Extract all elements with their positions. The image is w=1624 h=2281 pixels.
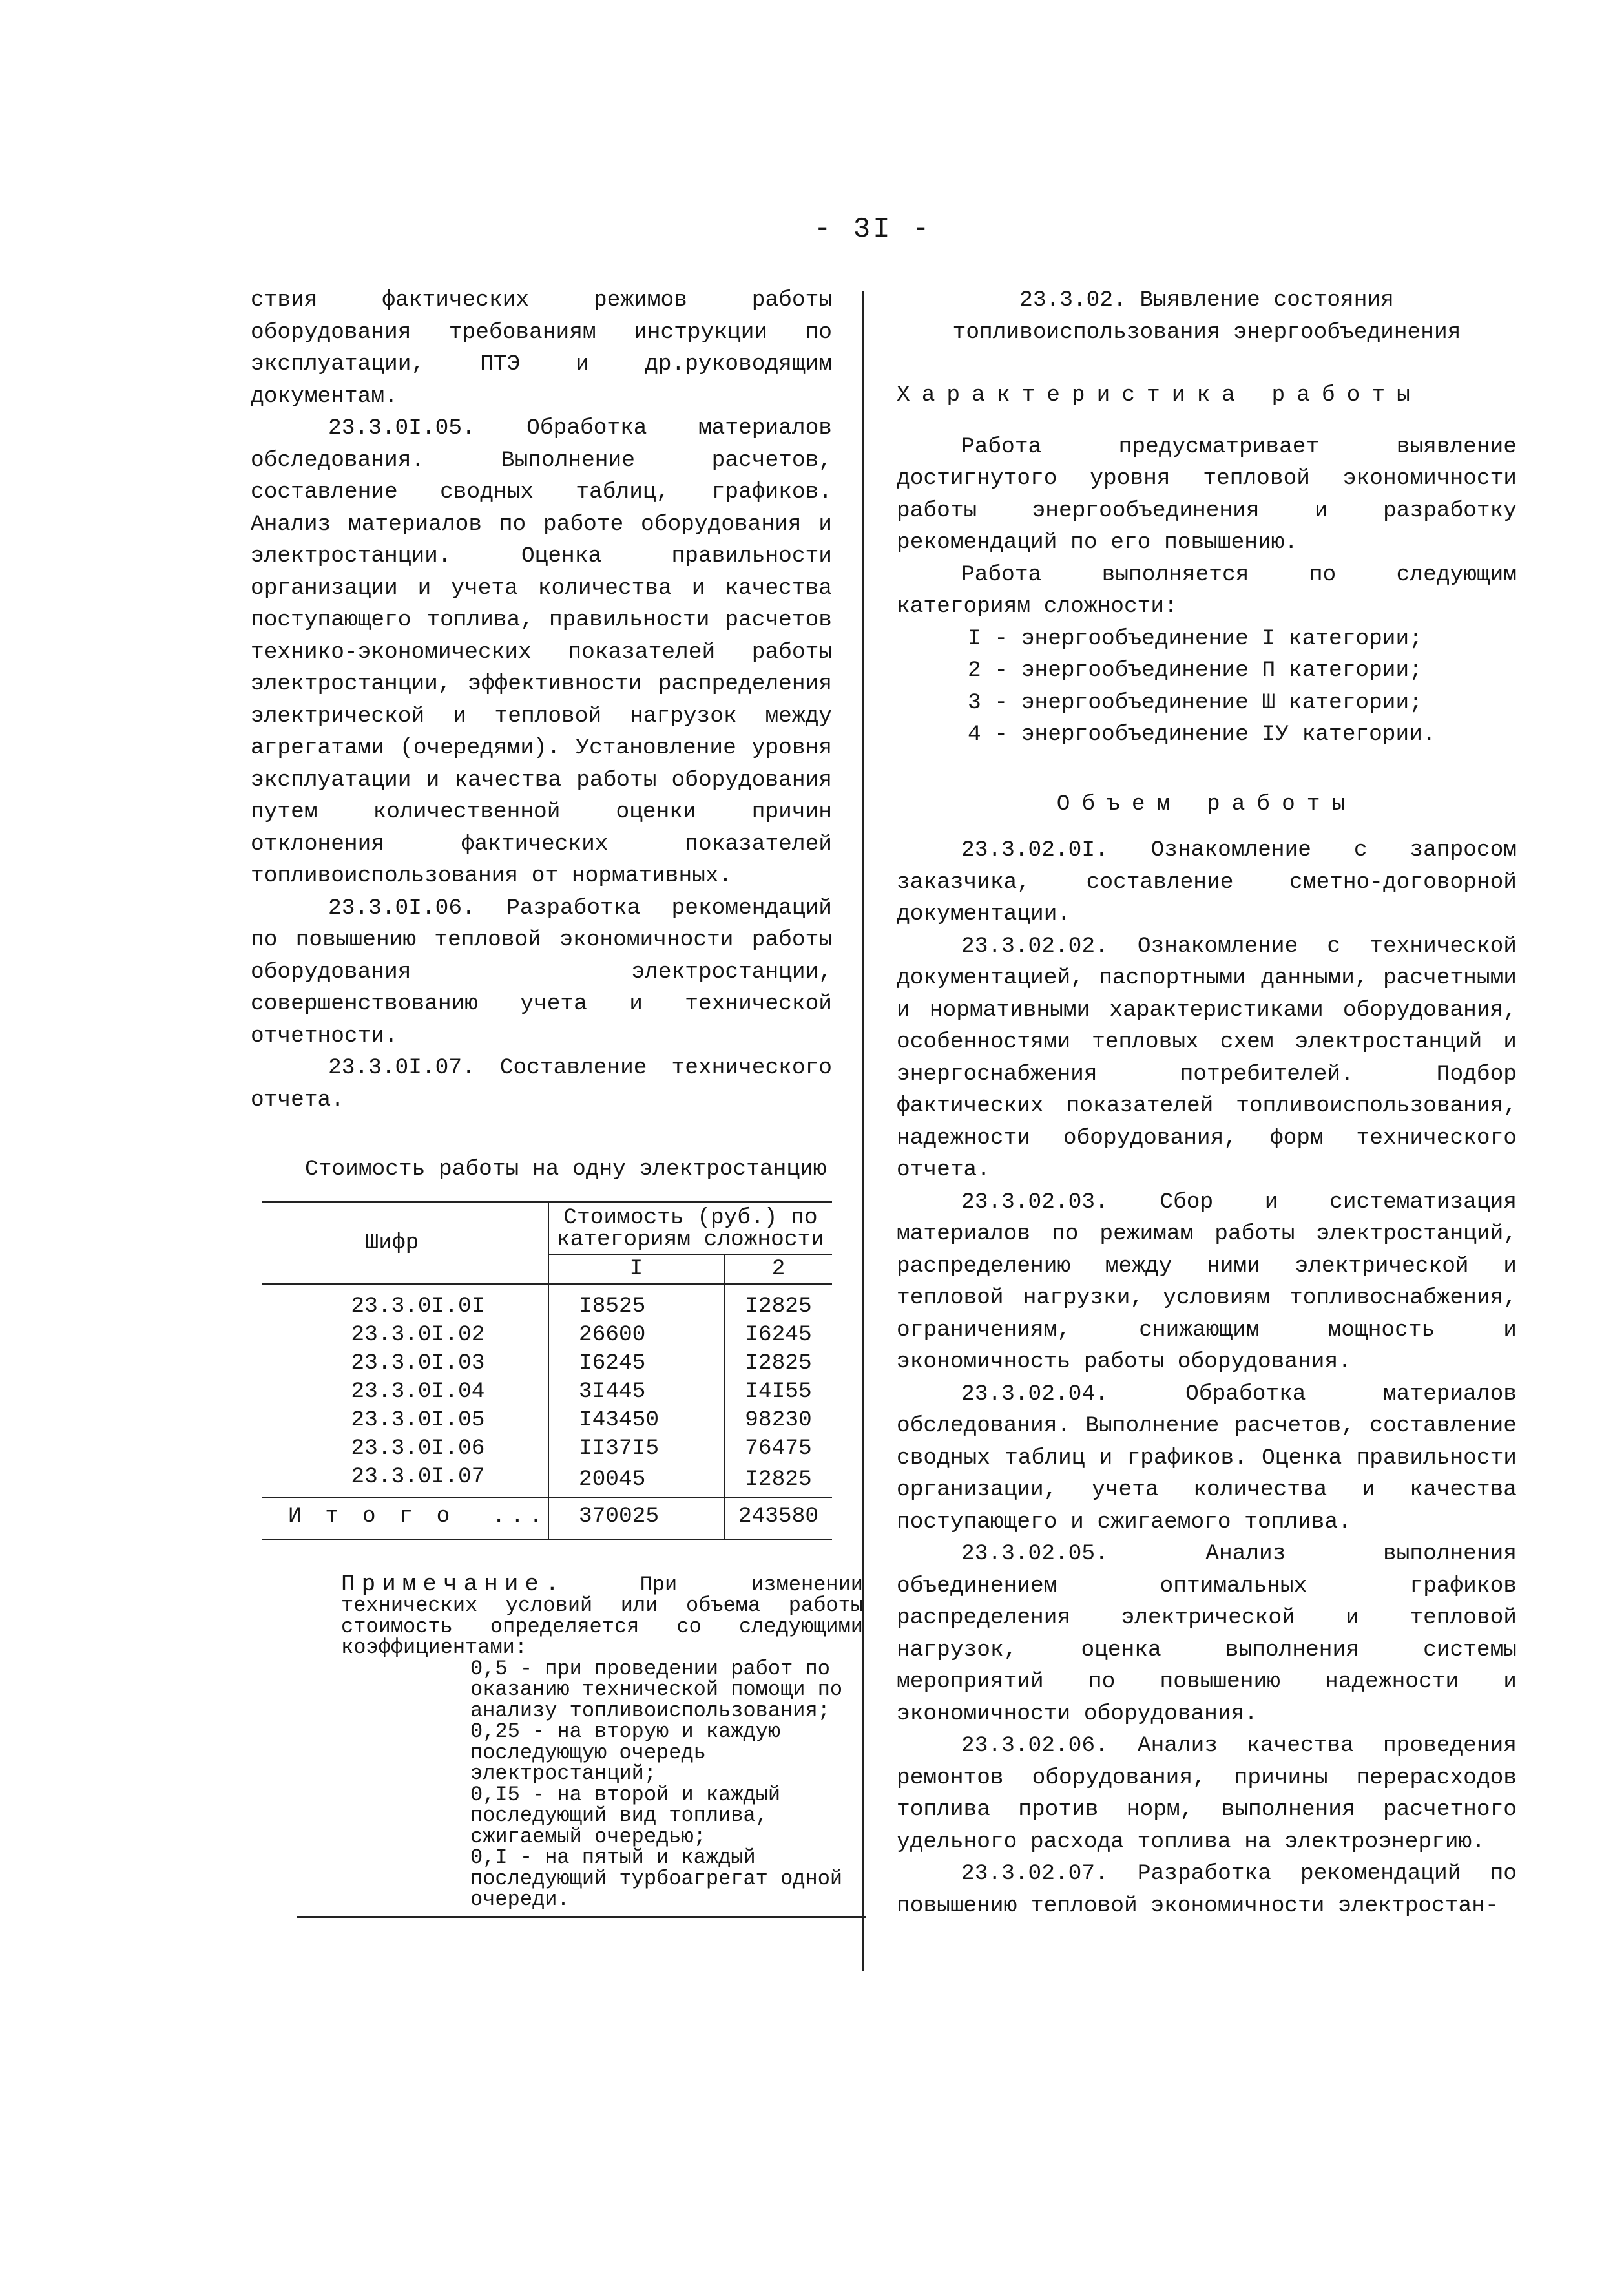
row-value-cat1: II37I5 xyxy=(548,1435,724,1463)
note-item: 0,5 - при проведении работ по оказанию технической помощи по анализу топливоиспользования; xyxy=(470,1656,843,1723)
row-value-cat2: I2825 xyxy=(745,1466,812,1492)
list-item: 4 - энергообъединение IУ категории. xyxy=(968,722,1436,747)
note-text: При изменении технических условий или объема работы стоимость определяется со следующими коэффициентами: xyxy=(341,1572,864,1659)
header-category-1: I xyxy=(548,1254,724,1284)
note-lead: Примечание. xyxy=(341,1570,566,1597)
table-row xyxy=(262,1435,832,1463)
header-cost: Стоимость (руб.) по категориям сложности xyxy=(548,1202,832,1254)
table-caption: Стоимость работы на одну электростанцию xyxy=(305,1157,827,1182)
note xyxy=(341,1570,864,1911)
row-value-cat2: 98230 xyxy=(745,1407,812,1433)
row-code: 23.3.0I.03 xyxy=(262,1349,548,1378)
characteristic-heading: Характеристика работы xyxy=(897,383,1422,408)
volume-heading: Объем работы xyxy=(1056,791,1357,817)
paragraph: 23.3.02.06. Анализ качества проведения ремонтов оборудования, причины перерасходов топлива против норм, выполнения расчетного удельного расхода топлива на электроэнергию. xyxy=(897,1733,1517,1855)
paragraph: Работа выполняется по следующим категориям сложности: xyxy=(897,562,1517,619)
row-code: 23.3.0I.02 xyxy=(262,1321,548,1349)
paragraph: 23.3.0I.05. Обработка материалов обследования. Выполнение расчетов, составление сводных таблиц, графиков. Анализ материалов по работе оборудования и электростанции. Оценка правильности организации и учета количества и качества поступающего топлива, правильности расчетов технико-экономических показателей работы электростанции, эффективности распределения электрической и тепловой нагрузок между агрегатами (очередями). Установление уровня эксплуатации и качества работы оборудования путем количественной оценки причин отклонения фактических показателей топливоиспользования от нормативных. xyxy=(251,415,832,888)
total-value-cat1: 370025 xyxy=(548,1497,724,1539)
row-value-cat2: I2825 xyxy=(745,1293,812,1319)
table-row xyxy=(262,1463,832,1498)
row-value-cat1: 20045 xyxy=(548,1463,724,1498)
cost-table xyxy=(262,1201,832,1540)
paragraph: Работа предусматривает выявление достигнутого уровня тепловой экономичности работы энергообъединения и разработку рекомендаций по его повышению. xyxy=(897,434,1517,555)
table-row xyxy=(262,1406,832,1435)
row-value-cat2: I4I55 xyxy=(745,1378,812,1404)
note-item: 0,I5 - на второй и каждый последующий вид топлива, сжигаемый очередью; xyxy=(470,1782,781,1849)
row-value-cat1: I8525 xyxy=(548,1292,724,1321)
paragraph: 23.3.02.04. Обработка материалов обследования. Выполнение расчетов, составление сводных таблиц и графиков. Оценка правильности организации, учета количества и качества поступающего и сжигаемого топлива. xyxy=(897,1381,1517,1535)
paragraph: 23.3.02.07. Разработка рекомендаций по повышению тепловой экономичности электростан- xyxy=(897,1861,1517,1918)
table-row xyxy=(262,1378,832,1406)
right-column xyxy=(897,284,1517,1922)
table-row xyxy=(262,1292,832,1321)
row-value-cat2: 76475 xyxy=(745,1435,812,1461)
paragraph: 23.3.02.03. Сбор и систематизация материалов по режимам работы электростанций, распределению между ними электрической и тепловой нагрузки, условиям топливоснабжения, ограничениям, снижающим мощность и экономичность работы оборудования. xyxy=(897,1189,1517,1374)
row-value-cat1: 26600 xyxy=(548,1321,724,1349)
paragraph: 23.3.02.0I. Ознакомление с запросом заказчика, составление сметно-договорной документации. xyxy=(897,837,1517,927)
paragraph: 23.3.02.02. Ознакомление с технической документацией, паспортными данными, расчетными и нормативными характеристиками оборудования, особенностями тепловых схем электростанций и энергоснабжения потребителей. Подбор фактических показателей топливоиспользования, надежности оборудования, форм технического отчета. xyxy=(897,933,1517,1183)
header-category-2: 2 xyxy=(724,1254,832,1284)
note-item: 0,25 - на вторую и каждую последующую очередь электростанций; xyxy=(470,1719,781,1785)
row-code: 23.3.0I.06 xyxy=(262,1435,548,1463)
total-label: И т о г о ... xyxy=(262,1497,548,1539)
categories-list xyxy=(897,623,1517,751)
list-item: 2 - энергообъединение П категории; xyxy=(968,658,1422,683)
row-value-cat1: I43450 xyxy=(548,1406,724,1435)
row-value-cat1: I6245 xyxy=(548,1349,724,1378)
header-code: Шифр xyxy=(262,1202,548,1284)
paragraph: 23.3.0I.07. Составление технического отчета. xyxy=(251,1055,832,1113)
total-value-cat2: 243580 xyxy=(724,1497,832,1539)
table-row xyxy=(262,1349,832,1378)
row-code: 23.3.0I.0I xyxy=(262,1292,548,1321)
left-column xyxy=(251,284,864,1918)
row-value-cat2: I2825 xyxy=(745,1350,812,1376)
list-item: I - энергообъединение I категории; xyxy=(968,625,1422,651)
paragraph: ствия фактических режимов работы оборудования требованиям инструкции по эксплуатации, ПТЭ и др.руководящим документам. xyxy=(251,288,832,409)
note-item: 0,I - на пятый и каждый последующий турбоагрегат одной очереди. xyxy=(470,1845,843,1911)
list-item: 3 - энергообъединение Ш категории; xyxy=(968,689,1422,715)
section-title: 23.3.02. Выявление состояния топливоиспользования энергообъединения xyxy=(952,288,1461,345)
table-total-row xyxy=(262,1497,832,1539)
row-code: 23.3.0I.07 xyxy=(262,1463,548,1498)
row-value-cat2: I6245 xyxy=(745,1321,812,1347)
row-code: 23.3.0I.04 xyxy=(262,1378,548,1406)
table-row xyxy=(262,1321,832,1349)
page-number: - 3I - xyxy=(814,213,932,246)
paragraph: 23.3.0I.06. Разработка рекомендаций по повышению тепловой экономичности работы оборудования электростанции, совершенствованию учета и технической отчетности. xyxy=(251,895,832,1049)
note-rule xyxy=(297,1916,866,1918)
row-value-cat1: 3I445 xyxy=(548,1378,724,1406)
row-code: 23.3.0I.05 xyxy=(262,1406,548,1435)
paragraph: 23.3.02.05. Анализ выполнения объединением оптимальных графиков распределения электрической и тепловой нагрузок, оценка выполнения системы мероприятий по повышению надежности и экономичности оборудования. xyxy=(897,1541,1517,1727)
